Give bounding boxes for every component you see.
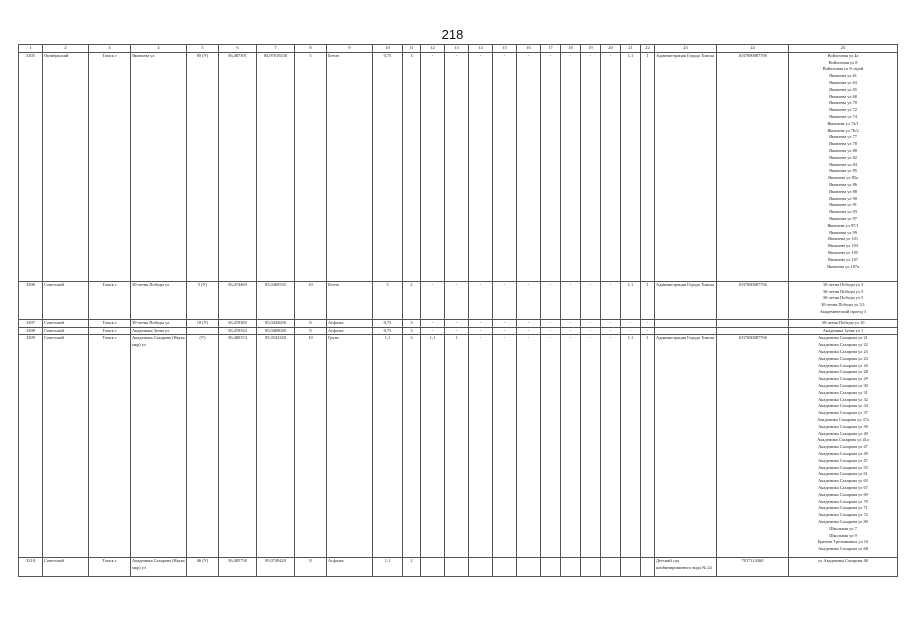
table-cell: [421, 558, 445, 577]
address-item: Академика Сахарова ул 71: [818, 505, 868, 511]
table-cell: 0,75: [373, 327, 403, 335]
table-cell: -: [541, 327, 561, 335]
table-cell: 1: [445, 335, 469, 558]
address-item: Яковлева ул 68: [829, 93, 857, 99]
table-cell: -: [561, 319, 581, 327]
table-cell: -: [421, 281, 445, 319]
column-header: 8: [295, 45, 327, 53]
address-item: Академика Сахарова ул 80: [818, 518, 868, 524]
address-item: Войлочная ул 8 строй: [822, 66, 864, 72]
address-item: Академика Сахарова ул 23: [818, 348, 868, 354]
table-cell: -: [445, 52, 469, 281]
table-cell: Советский: [43, 558, 89, 577]
address-item: Академика Сахарова ул 29: [818, 376, 868, 382]
table-cell: Томск г: [89, 319, 131, 327]
address-item: Академика Сахарова ул 32: [818, 396, 868, 402]
table-cell: [445, 558, 469, 577]
table-cell: 85 (У): [187, 52, 219, 281]
table-cell: -: [421, 327, 445, 335]
table-cell: [541, 558, 561, 577]
address-item: 30-летия Победы ул 3: [822, 281, 864, 287]
column-header: 23: [655, 45, 717, 53]
header-row: [19, 45, 898, 53]
address-item: Академика Сахарова ул 70: [818, 498, 868, 504]
table-cell: -: [445, 281, 469, 319]
address-item: Яковлева ул 80: [829, 147, 857, 153]
table-cell: 8: [295, 558, 327, 577]
address-item: Академика Зуева ул 1: [822, 327, 864, 333]
table-cell: 30-летия Победы ул: [131, 281, 187, 319]
address-item: Яковлева ул 85: [829, 168, 857, 174]
table-cell: 1,1: [373, 558, 403, 577]
table-cell: 1: [641, 52, 655, 281]
column-header: 22: [641, 45, 655, 53]
address-item: Войлочная ул 8: [828, 59, 858, 65]
address-item: Академика Сахарова ул 40: [818, 430, 868, 436]
table-cell: -: [581, 327, 601, 335]
table-cell: Академика Сахарова (Наука мкр) ул: [131, 558, 187, 577]
table-cell: Бетон: [327, 281, 373, 319]
address-item: ул Академика Сахарова 46: [818, 558, 868, 564]
table-cell: 1037000087706: [717, 52, 789, 281]
address-item: Академика Сахарова ул 67: [818, 484, 868, 490]
table-cell: -: [493, 335, 517, 558]
table-row: [19, 319, 898, 327]
page-number: 218: [441, 27, 464, 42]
table-cell: -: [445, 327, 469, 335]
table-cell: -: [641, 327, 655, 335]
address-item: Академика Сахарова ул 34: [818, 403, 868, 409]
address-list: [789, 558, 898, 577]
address-item: Академика Сахарова ул 61: [818, 471, 868, 477]
table-cell: 3305: [19, 52, 43, 281]
address-item: 30-летия Победы ул 5/1: [821, 302, 865, 308]
address-item: Яковлева ул 72: [829, 107, 857, 113]
address-item: Войлочная ул 4а: [827, 52, 859, 58]
table-cell: -: [517, 319, 541, 327]
column-header: 17: [541, 45, 561, 53]
table-cell: [469, 558, 493, 577]
table-cell: 56,480374: [219, 335, 257, 558]
address-item: Яковлева ул 97/1: [827, 222, 859, 228]
address-item: Академика Сахарова ул 22: [818, 342, 868, 348]
table-cell: 46 (У): [187, 558, 219, 577]
column-header: 9: [327, 45, 373, 53]
table-cell: 3309: [19, 335, 43, 558]
table-cell: [581, 558, 601, 577]
table-cell: Детский сад комбинированного вида № 24: [655, 558, 717, 577]
table-cell: -: [493, 52, 517, 281]
table-cell: Советский: [43, 335, 89, 558]
table-cell: 56,470544: [219, 327, 257, 335]
table-cell: 1,1: [621, 52, 641, 281]
table-cell: -: [581, 281, 601, 319]
table-cell: 85,0543320: [257, 335, 295, 558]
address-item: Яковлева ул 93: [829, 209, 857, 215]
table-cell: Асфальт: [327, 327, 373, 335]
table-cell: Советский: [43, 327, 89, 335]
address-item: Академика Сахарова ул 47: [818, 457, 868, 463]
table-cell: -: [517, 335, 541, 558]
table-cell: [561, 558, 581, 577]
table-body: [19, 52, 898, 577]
column-header: 19: [581, 45, 601, 53]
address-list: [789, 281, 898, 319]
table-cell: 1,1: [621, 335, 641, 558]
table-cell: -: [581, 319, 601, 327]
table-cell: Советский: [43, 281, 89, 319]
address-item: Академика Сахарова ул 39: [818, 423, 868, 429]
table-cell: [717, 327, 789, 335]
column-header: 15: [493, 45, 517, 53]
address-item: Академика Сахарова ул 37: [818, 410, 868, 416]
table-cell: 30-летия Победы ул: [131, 319, 187, 327]
column-header: 1: [19, 45, 43, 53]
table-cell: 1,1: [621, 281, 641, 319]
address-item: Академика Сахарова ул 41а: [817, 437, 869, 443]
table-cell: 2: [403, 558, 421, 577]
address-item: Яковлева ул 107: [827, 256, 859, 262]
table-cell: [621, 558, 641, 577]
table-cell: -: [601, 327, 621, 335]
table-cell: -: [421, 319, 445, 327]
address-item: Яковлева ул 91: [829, 202, 857, 208]
address-item: Академика Сахарова ул 49: [818, 450, 868, 456]
table-cell: 85,0469020: [257, 327, 295, 335]
table-cell: 1037000087706: [717, 281, 789, 319]
table-cell: -: [561, 327, 581, 335]
table-cell: [187, 327, 219, 335]
address-item: Академика Сахарова ул 30: [818, 382, 868, 388]
table-cell: -: [581, 52, 601, 281]
column-header: 3: [89, 45, 131, 53]
column-header: 21: [621, 45, 641, 53]
table-cell: [601, 558, 621, 577]
table-cell: -: [493, 281, 517, 319]
address-item: Яковлева ул 76/2: [827, 127, 859, 133]
table-cell: 56,474469: [219, 281, 257, 319]
table-cell: 0,75: [373, 52, 403, 281]
table-cell: 10: [295, 281, 327, 319]
address-item: Академика Сахарова ул 55: [818, 464, 868, 470]
table-cell: 3310: [19, 558, 43, 577]
address-item: Академика Сахарова ул 28: [818, 369, 868, 375]
table-cell: -: [621, 319, 641, 327]
address-item: Академика Сахарова ул 26: [818, 362, 868, 368]
table-cell: 8: [295, 327, 327, 335]
address-item: Яковлева ул 107а: [826, 263, 860, 269]
table-cell: -: [561, 281, 581, 319]
table-cell: Асфальт: [327, 558, 373, 577]
table-cell: (У): [187, 335, 219, 558]
table-cell: 1: [641, 335, 655, 558]
address-item: Яковлева ул 86: [829, 181, 857, 187]
table-cell: -: [517, 281, 541, 319]
table-cell: 3306: [19, 281, 43, 319]
address-item: Яковлева ул 88: [829, 188, 857, 194]
table-row: [19, 558, 898, 577]
table-cell: 84,97619230: [257, 52, 295, 281]
table-row: [19, 335, 898, 558]
table-cell: -: [601, 52, 621, 281]
table-cell: Октябрьский: [43, 52, 89, 281]
address-item: Школьная ул 9: [829, 532, 857, 538]
column-header: 7: [257, 45, 295, 53]
table-cell: 0,75: [373, 319, 403, 327]
column-header: 13: [445, 45, 469, 53]
table-cell: [717, 319, 789, 327]
table-cell: -: [541, 281, 561, 319]
column-header: 14: [469, 45, 493, 53]
address-list: [789, 319, 898, 327]
table-cell: Советский: [43, 319, 89, 327]
table-cell: Грунт: [327, 335, 373, 558]
table-cell: 10 (У): [187, 319, 219, 327]
table-cell: -: [601, 281, 621, 319]
address-item: Школьная ул 7: [829, 525, 857, 531]
table-cell: -: [469, 319, 493, 327]
column-header: 20: [601, 45, 621, 53]
column-header: 16: [517, 45, 541, 53]
table-cell: -: [621, 327, 641, 335]
address-item: Яковлева ул 63: [829, 79, 857, 85]
table-cell: -: [581, 335, 601, 558]
table-cell: Томск г: [89, 335, 131, 558]
table-cell: Администрация Города Томска: [655, 281, 717, 319]
address-item: Яковлева ул 97: [829, 215, 857, 221]
column-header: 5: [187, 45, 219, 53]
table-cell: Академика Сахарова (Наука мкр) ул: [131, 335, 187, 558]
table-cell: -: [469, 52, 493, 281]
table-cell: -: [561, 335, 581, 558]
table-cell: 56,487391: [219, 52, 257, 281]
table-cell: -: [517, 52, 541, 281]
table-cell: -: [517, 327, 541, 335]
table-cell: 1,1: [373, 335, 403, 558]
table-row: [19, 52, 898, 281]
address-item: 30-летия Победы ул 10: [821, 319, 865, 325]
address-item: Яковлева ул 84: [829, 161, 857, 167]
table-cell: Администрация Города Томска: [655, 335, 717, 558]
table-cell: -: [601, 319, 621, 327]
table-cell: 3: [403, 52, 421, 281]
address-item: 30-летия Победы ул 5: [822, 288, 864, 294]
register-table: [18, 44, 898, 577]
table-cell: Асфальт: [327, 319, 373, 327]
table-cell: -: [541, 52, 561, 281]
table-cell: [655, 327, 717, 335]
address-item: Яковлева ул 90: [829, 195, 857, 201]
table-row: [19, 281, 898, 319]
table-cell: 3: [403, 327, 421, 335]
column-header: 2: [43, 45, 89, 53]
table-cell: Томск г: [89, 327, 131, 335]
address-item: Академика Сахарова ул 63: [818, 478, 868, 484]
address-item: Яковлева ул 61: [829, 73, 857, 79]
column-header: 10: [373, 45, 403, 53]
table-cell: 6: [295, 319, 327, 327]
address-item: Яковлева ул 101: [827, 236, 859, 242]
address-item: 30-летия Победы ул 5: [822, 295, 864, 301]
address-item: Яковлева ул 78: [829, 141, 857, 147]
address-item: Академика Сахарова ул 21: [818, 335, 868, 341]
table-cell: -: [601, 335, 621, 558]
address-item: Академический проезд 3: [819, 308, 867, 314]
table-cell: Администрация Города Томска: [655, 52, 717, 281]
table-cell: 56,485758: [219, 558, 257, 577]
column-header: 18: [561, 45, 581, 53]
table-cell: 2: [403, 281, 421, 319]
column-header: 12: [421, 45, 445, 53]
table-cell: -: [469, 327, 493, 335]
table-cell: -: [641, 319, 655, 327]
table-cell: -: [561, 52, 581, 281]
table-cell: 5 (У): [187, 281, 219, 319]
table-cell: 1,1: [421, 335, 445, 558]
table-cell: -: [421, 52, 445, 281]
address-item: Академика Сахарова ул 37а: [817, 416, 869, 422]
table-cell: Томск г: [89, 558, 131, 577]
address-list: [789, 327, 898, 335]
table-cell: 3: [403, 319, 421, 327]
column-header: 25: [789, 45, 898, 53]
table-cell: [493, 558, 517, 577]
address-item: Яковлева ул 105: [827, 249, 859, 255]
address-item: Яковлева ул 74: [829, 113, 857, 119]
table-cell: -: [469, 335, 493, 558]
address-item: Академика Сахарова ул 69: [818, 491, 868, 497]
address-item: Яковлева ул 85а: [828, 175, 858, 181]
table-cell: Томск г: [89, 281, 131, 319]
address-item: Яковлева ул 99: [829, 229, 857, 235]
address-list: [789, 335, 898, 558]
column-header: 6: [219, 45, 257, 53]
table-cell: 7017114360: [717, 558, 789, 577]
address-item: Яковлева ул 103: [827, 243, 859, 249]
table-cell: Яковлева ул: [131, 52, 187, 281]
table-cell: -: [493, 327, 517, 335]
table-cell: [655, 319, 717, 327]
table-cell: Академика Зуева ул: [131, 327, 187, 335]
address-item: Яковлева ул 74/1: [827, 120, 859, 126]
address-item: Братьев Третьяковых ул 16: [817, 539, 869, 545]
address-item: Академика Сахарова ул 24: [818, 355, 868, 361]
table-cell: -: [541, 335, 561, 558]
table-cell: -: [541, 319, 561, 327]
table-cell: 5: [373, 281, 403, 319]
table-cell: [517, 558, 541, 577]
table-cell: 3: [403, 335, 421, 558]
table-cell: 1037000087706: [717, 335, 789, 558]
address-item: Яковлева ул 77: [829, 134, 857, 140]
table-row: [19, 327, 898, 335]
table-cell: 3308: [19, 327, 43, 335]
table-cell: 85,0469535: [257, 281, 295, 319]
table-cell: 85,0443650: [257, 319, 295, 327]
table-cell: -: [493, 319, 517, 327]
column-header: 4: [131, 45, 187, 53]
table-cell: Томск г: [89, 52, 131, 281]
address-item: Академика Сахарова ул 47: [818, 444, 868, 450]
table-cell: 3307: [19, 319, 43, 327]
column-header: 11: [403, 45, 421, 53]
table-cell: 5: [295, 52, 327, 281]
address-item: Яковлева ул 82: [829, 154, 857, 160]
address-list: [789, 52, 898, 281]
table-cell: [641, 558, 655, 577]
table-cell: 10: [295, 335, 327, 558]
table-cell: 1: [641, 281, 655, 319]
table-cell: 85,0749420: [257, 558, 295, 577]
column-header: 24: [717, 45, 789, 53]
address-item: Академика Сахарова ул 72: [818, 512, 868, 518]
table-cell: 56,470383: [219, 319, 257, 327]
table-cell: -: [445, 319, 469, 327]
address-item: Яковлева ул 70: [829, 100, 857, 106]
address-item: Академика Сахарова ул 31: [818, 389, 868, 395]
address-item: Яковлева ул 65: [829, 86, 857, 92]
address-item: Академика Сахарова ул 68: [818, 546, 868, 552]
table-cell: Бетон: [327, 52, 373, 281]
table-cell: -: [469, 281, 493, 319]
